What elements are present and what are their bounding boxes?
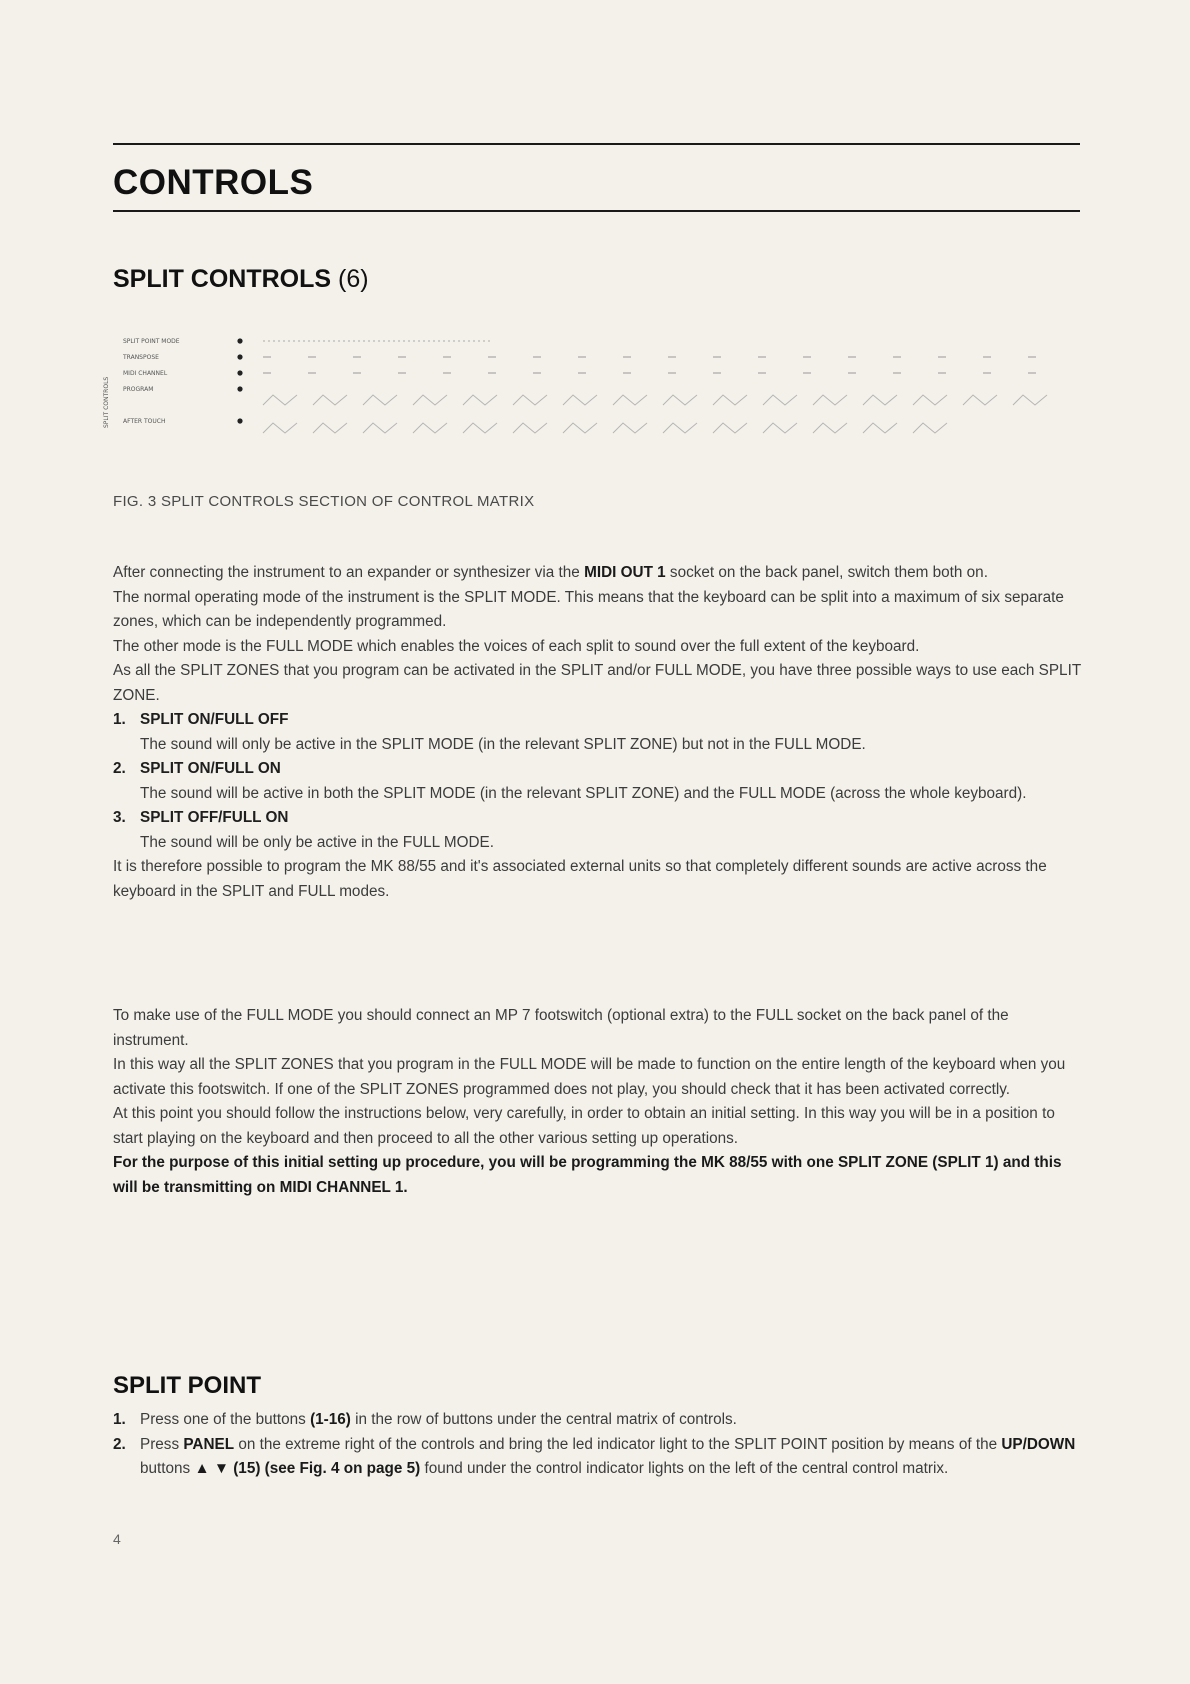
- step-text-part: Press one of the buttons: [140, 1411, 311, 1428]
- matrix-zone-shape: [913, 395, 947, 405]
- midi-out-label: MIDI OUT 1: [584, 564, 666, 581]
- top-rule: [113, 143, 1080, 145]
- full-mode-paragraph-3: At this point you should follow the instructions below, very carefully, in order to obtain an initial setting. In this way you will be in a position to start playing on the keyboard and then proceed to all the other various setting up operations.: [113, 1105, 1055, 1147]
- matrix-led-indicator: [237, 354, 242, 359]
- matrix-zone-shape: [513, 423, 547, 433]
- step-text-part: Press: [140, 1435, 184, 1453]
- matrix-row-label: MIDI CHANNEL: [123, 370, 168, 377]
- matrix-zone-shape: [363, 395, 397, 405]
- mode-list: [113, 708, 1081, 855]
- step-text: [140, 1408, 737, 1433]
- mode-description: The sound will only be active in the SPLIT MODE (in the relevant SPLIT ZONE) but not in the FULL MODE.: [140, 735, 866, 753]
- initial-setting-note: For the purpose of this initial setting up procedure, you will be programming the MK 88/55 with one SPLIT ZONE (SPLIT 1) and this will be transmitting on MIDI CHANNEL 1.: [113, 1154, 1062, 1196]
- after-modes-paragraph: It is therefore possible to program the MK 88/55 and it's associated external units so that completely different sounds are active across the keyboard in the SPLIT and FULL modes.: [113, 858, 1047, 900]
- matrix-led-indicator: [237, 386, 242, 391]
- mode-number: 1.: [113, 711, 126, 728]
- split-point-steps: [113, 1408, 1081, 1482]
- buttons-range-label: (1-16): [310, 1411, 351, 1428]
- matrix-zone-shape: [413, 395, 447, 405]
- matrix-zone-shape: [563, 395, 597, 405]
- matrix-row-label: PROGRAM: [123, 386, 154, 393]
- matrix-row-label: SPLIT POINT MODE: [123, 338, 180, 345]
- matrix-zone-shape: [513, 395, 547, 405]
- split-point-title: SPLIT POINT: [113, 1372, 262, 1399]
- matrix-zone-shape: [813, 395, 847, 405]
- mode-number: 2.: [113, 760, 126, 777]
- mode-item: [113, 806, 1081, 855]
- mode-number: 3.: [113, 809, 126, 826]
- step-item: [113, 1433, 1081, 1482]
- matrix-zone-shape: [463, 395, 497, 405]
- intro-paragraph-1: [113, 561, 1081, 586]
- title-rule: [113, 210, 1080, 212]
- step-text: [140, 1433, 1081, 1482]
- intro-paragraph-4: As all the SPLIT ZONES that you program can be activated in the SPLIT and/or FULL MODE, you have three possible ways to use each SPLIT ZONE.: [113, 662, 1081, 704]
- matrix-zone-shape: [713, 395, 747, 405]
- matrix-zone-shape: [663, 395, 697, 405]
- step-text-part: found under the control indicator lights on the left of the central control matrix.: [420, 1460, 949, 1477]
- matrix-zone-shape: [713, 423, 747, 433]
- matrix-zone-shape: [263, 423, 297, 433]
- matrix-zone-shape: [763, 423, 797, 433]
- up-down-label: UP/DOWN: [1001, 1435, 1076, 1453]
- matrix-zone-shape: [563, 423, 597, 433]
- intro-text: [113, 561, 1081, 904]
- matrix-rows: [122, 338, 243, 425]
- subsection-title-text: SPLIT CONTROLS: [113, 265, 332, 293]
- matrix-zone-shape: [813, 423, 847, 433]
- mode-title: SPLIT OFF/FULL ON: [140, 809, 289, 826]
- mode-title: SPLIT ON/FULL ON: [140, 760, 281, 777]
- step-number: 1.: [113, 1411, 126, 1428]
- intro-p1-text-end: socket on the back panel, switch them both on.: [665, 564, 988, 581]
- matrix-row-label: AFTER TOUCH: [123, 418, 166, 425]
- full-mode-text: [113, 1004, 1081, 1200]
- matrix-zone-shape: [313, 395, 347, 405]
- matrix-side-label: SPLIT CONTROLS: [103, 376, 110, 428]
- subsection-ref: (6): [338, 265, 369, 293]
- matrix-row-label: TRANSPOSE: [123, 354, 159, 361]
- matrix-zone-shape: [463, 423, 497, 433]
- page-number: 4: [113, 1531, 121, 1547]
- matrix-led-indicator: [237, 418, 242, 423]
- intro-paragraph-3: The other mode is the FULL MODE which enables the voices of each split to sound over the full extent of the keyboard.: [113, 637, 920, 655]
- mode-title: SPLIT ON/FULL OFF: [140, 711, 289, 728]
- matrix-led-indicator: [237, 370, 242, 375]
- step-number: 2.: [113, 1435, 126, 1453]
- matrix-zone-shape: [313, 423, 347, 433]
- matrix-zone-shape: [913, 423, 947, 433]
- matrix-zone-shape: [863, 423, 897, 433]
- split-controls-matrix-figure: [103, 333, 1080, 473]
- full-mode-paragraph-2: In this way all the SPLIT ZONES that you program in the FULL MODE will be made to function on the entire length of the keyboard when you activate this footswitch. If one of the SPLIT ZONES programmed does not play, you should check that it has been activated correctly.: [113, 1056, 1066, 1098]
- matrix-zone-shape: [863, 395, 897, 405]
- section-title: CONTROLS: [113, 163, 314, 202]
- mode-heading: [113, 806, 1081, 831]
- matrix-zone-shape: [663, 423, 697, 433]
- matrix-zone-shape: [1013, 395, 1047, 405]
- matrix-grid: [263, 341, 1047, 433]
- full-mode-paragraph-1: To make use of the FULL MODE you should connect an MP 7 footswitch (optional extra) to the FULL socket on the back panel of the instrument.: [113, 1007, 1009, 1049]
- mode-description: The sound will be only be active in the FULL MODE.: [140, 833, 494, 851]
- arrow-buttons-ref: ▲ ▼ (15) (see Fig. 4 on page 5): [194, 1460, 421, 1477]
- figure-caption: FIG. 3 SPLIT CONTROLS SECTION OF CONTROL MATRIX: [113, 493, 535, 510]
- matrix-zone-shape: [963, 395, 997, 405]
- step-text-part: buttons: [140, 1460, 195, 1477]
- matrix-zone-shape: [363, 423, 397, 433]
- step-text-part: on the extreme right of the controls and bring the led indicator light to the SPLIT POINT position by means of the: [234, 1435, 1002, 1453]
- matrix-zone-shape: [613, 423, 647, 433]
- step-item: [113, 1408, 1081, 1433]
- subsection-title: [113, 265, 369, 294]
- mode-heading: [113, 757, 1081, 782]
- step-text-part: in the row of buttons under the central matrix of controls.: [350, 1411, 737, 1428]
- intro-p1-text: After connecting the instrument to an expander or synthesizer via the: [113, 564, 585, 581]
- matrix-zone-shape: [763, 395, 797, 405]
- mode-heading: [113, 708, 1081, 733]
- mode-description: The sound will be active in both the SPLIT MODE (in the relevant SPLIT ZONE) and the FULL MODE (across the whole keyboard).: [140, 784, 1027, 802]
- mode-item: [113, 757, 1081, 806]
- matrix-zone-shape: [413, 423, 447, 433]
- mode-item: [113, 708, 1081, 757]
- matrix-zone-shape: [613, 395, 647, 405]
- intro-paragraph-2: The normal operating mode of the instrument is the SPLIT MODE. This means that the keyboard can be split into a maximum of six separate zones, which can be independently programmed.: [113, 588, 1064, 630]
- matrix-zone-shape: [263, 395, 297, 405]
- panel-button-label: PANEL: [183, 1435, 235, 1453]
- matrix-led-indicator: [237, 338, 242, 343]
